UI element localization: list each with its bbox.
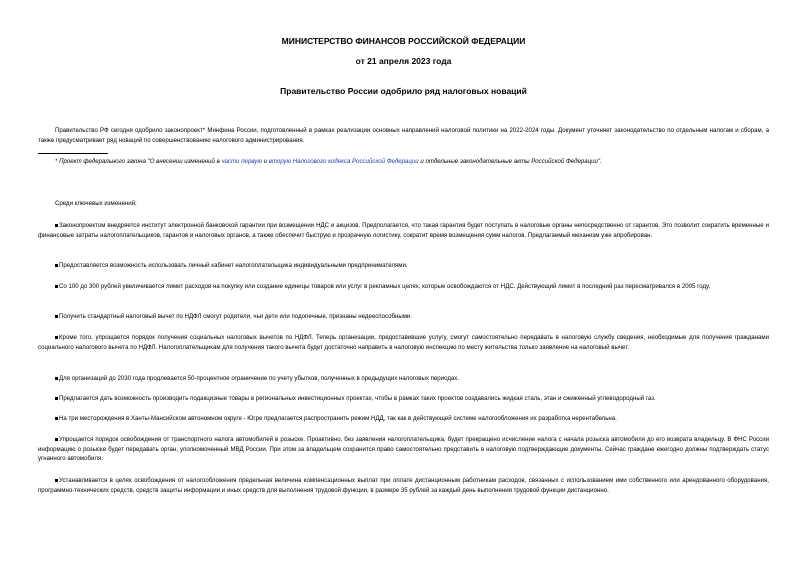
footnote-text-and: и (261, 158, 269, 165)
list-item: Предлагается дать возможность производить подакцизные товары в региональных инвестиционных проектах, чтобы в рамках таких проектов создавались жидкая сталь, этан и сжиженный углеводородный газ. (38, 394, 769, 404)
bullet-icon (55, 417, 58, 420)
bullet-icon (55, 315, 58, 318)
footnote-link-part-two[interactable]: вторую (268, 158, 292, 165)
footnote-text-end: и отдельные законодательные акты Российской Федерации". (418, 158, 602, 165)
list-item: Кроме того, упрощается порядок получения социальных налоговых вычетов по НДФЛ. Теперь организации, предоставившие услугу, смогут самостоятельно передавать в налоговую службу сведения, необходимые для получения гражданами социального налогового вычета по НДФЛ. Налогоплательщикам для получения такого вычета будет достаточно направить в налоговую инспекцию по месту жительства только заявление на налоговый вычет. (38, 334, 769, 351)
list-item: Для организаций до 2030 года продлевается 50-процентное ограничение по учету убытков, полученных в предыдущих налоговых периодах. (38, 374, 769, 384)
bullet-icon (55, 285, 58, 288)
intro-paragraph: Правительство РФ сегодня одобрило законопроект* Минфина России, подготовленный в рамках реализации основных направлений налоговой политики на 2022-2024 годы. Документ уточняет законодательство по отдельным налогам и сборам, а также предусматривает ряд новаций по совершенствованию налогового администрирования. (38, 127, 769, 144)
footnote-link-tax-code[interactable]: Налогового кодекса Российской Федерации (292, 158, 419, 165)
bullet-icon (55, 377, 58, 380)
list-item: На три месторождения в Ханты-Мансийском автономном округе - Югре предлагается распространить режим НДД, так как в действующей системе налогообложения их разработка нерентабельна. (38, 414, 769, 424)
bullet-icon (55, 224, 58, 227)
key-changes-lead: Среди ключевых изменений: (55, 200, 137, 207)
list-item: Устанавливается в целях освобождения от налогообложения предельная величина компенсационных выплат при оплате дистанционным работникам расходов, связанных с использованием ими собственного или арендованного оборудования, программно-технических средств, средств защиты информации и иных средств для выполнения трудовой функции, в размере 35 рублей за каждый день выполнения трудовой функции дистанционно. (38, 477, 769, 494)
bullet-icon (55, 264, 58, 267)
list-item: Предоставляется возможность использовать личный кабинет налогоплательщика индивидуальными предпринимателями. (38, 261, 769, 271)
bullet-icon (55, 479, 58, 482)
list-item: Упрощается порядок освобождения от транспортного налога автомобилей в розыске. Проактивно, без заявления налогоплательщика, будет прекращено исчисление налога с начала розыска автомобиля до его возврата владельцу. В ФНС России информацию о розыске будет передавать орган, уполномоченный МВД России. При этом за владельцем сохранится право самостоятельно представить в налоговую подтверждающие документы. Сейчас граждане ежегодно должны подтверждать статус угнанного автомобиля. (38, 436, 769, 463)
footnote-text-start: * Проект федерального закона "О внесении изменений в (55, 158, 222, 165)
list-item: Со 100 до 300 рублей увеличивается лимит расходов на покупку или создание единицы товаров или услуг в рекламных целях, которые освобождаются от НДС. Действующий лимит в последний раз пересматривался в 2005 году. (38, 282, 769, 292)
footnote (38, 157, 769, 167)
list-item: Законопроектом внедряется институт электронной банковской гарантии при возмещении НДС и акцизов. Предполагается, что такая гарантия будет поступать в налоговые органы непосредственно от гарантов. Это позволит сократить временные и финансовые затраты налогоплательщиков, гарантов и налоговых органов, а также обеспечит быструю и прозрачную логистику, сократит время возмещения сумм налогов. Предлагаемый механизм уже апробирован. (38, 222, 769, 239)
bullet-icon (55, 336, 58, 339)
footnote-separator (38, 153, 108, 154)
ministry-heading: МИНИСТЕРСТВО ФИНАНСОВ РОССИЙСКОЙ ФЕДЕРАЦИИ (281, 36, 526, 46)
document-title: Правительство России одобрило ряд налоговых новаций (280, 86, 527, 96)
bullet-icon (55, 438, 58, 441)
bullet-icon (55, 397, 58, 400)
document-date: от 21 апреля 2023 года (355, 56, 452, 66)
footnote-link-part-one[interactable]: части первую (221, 158, 262, 165)
list-item: Получить стандартный налоговый вычет по НДФЛ смогут родители, чьи дети или подопечные, признаны недееспособными. (38, 312, 769, 322)
